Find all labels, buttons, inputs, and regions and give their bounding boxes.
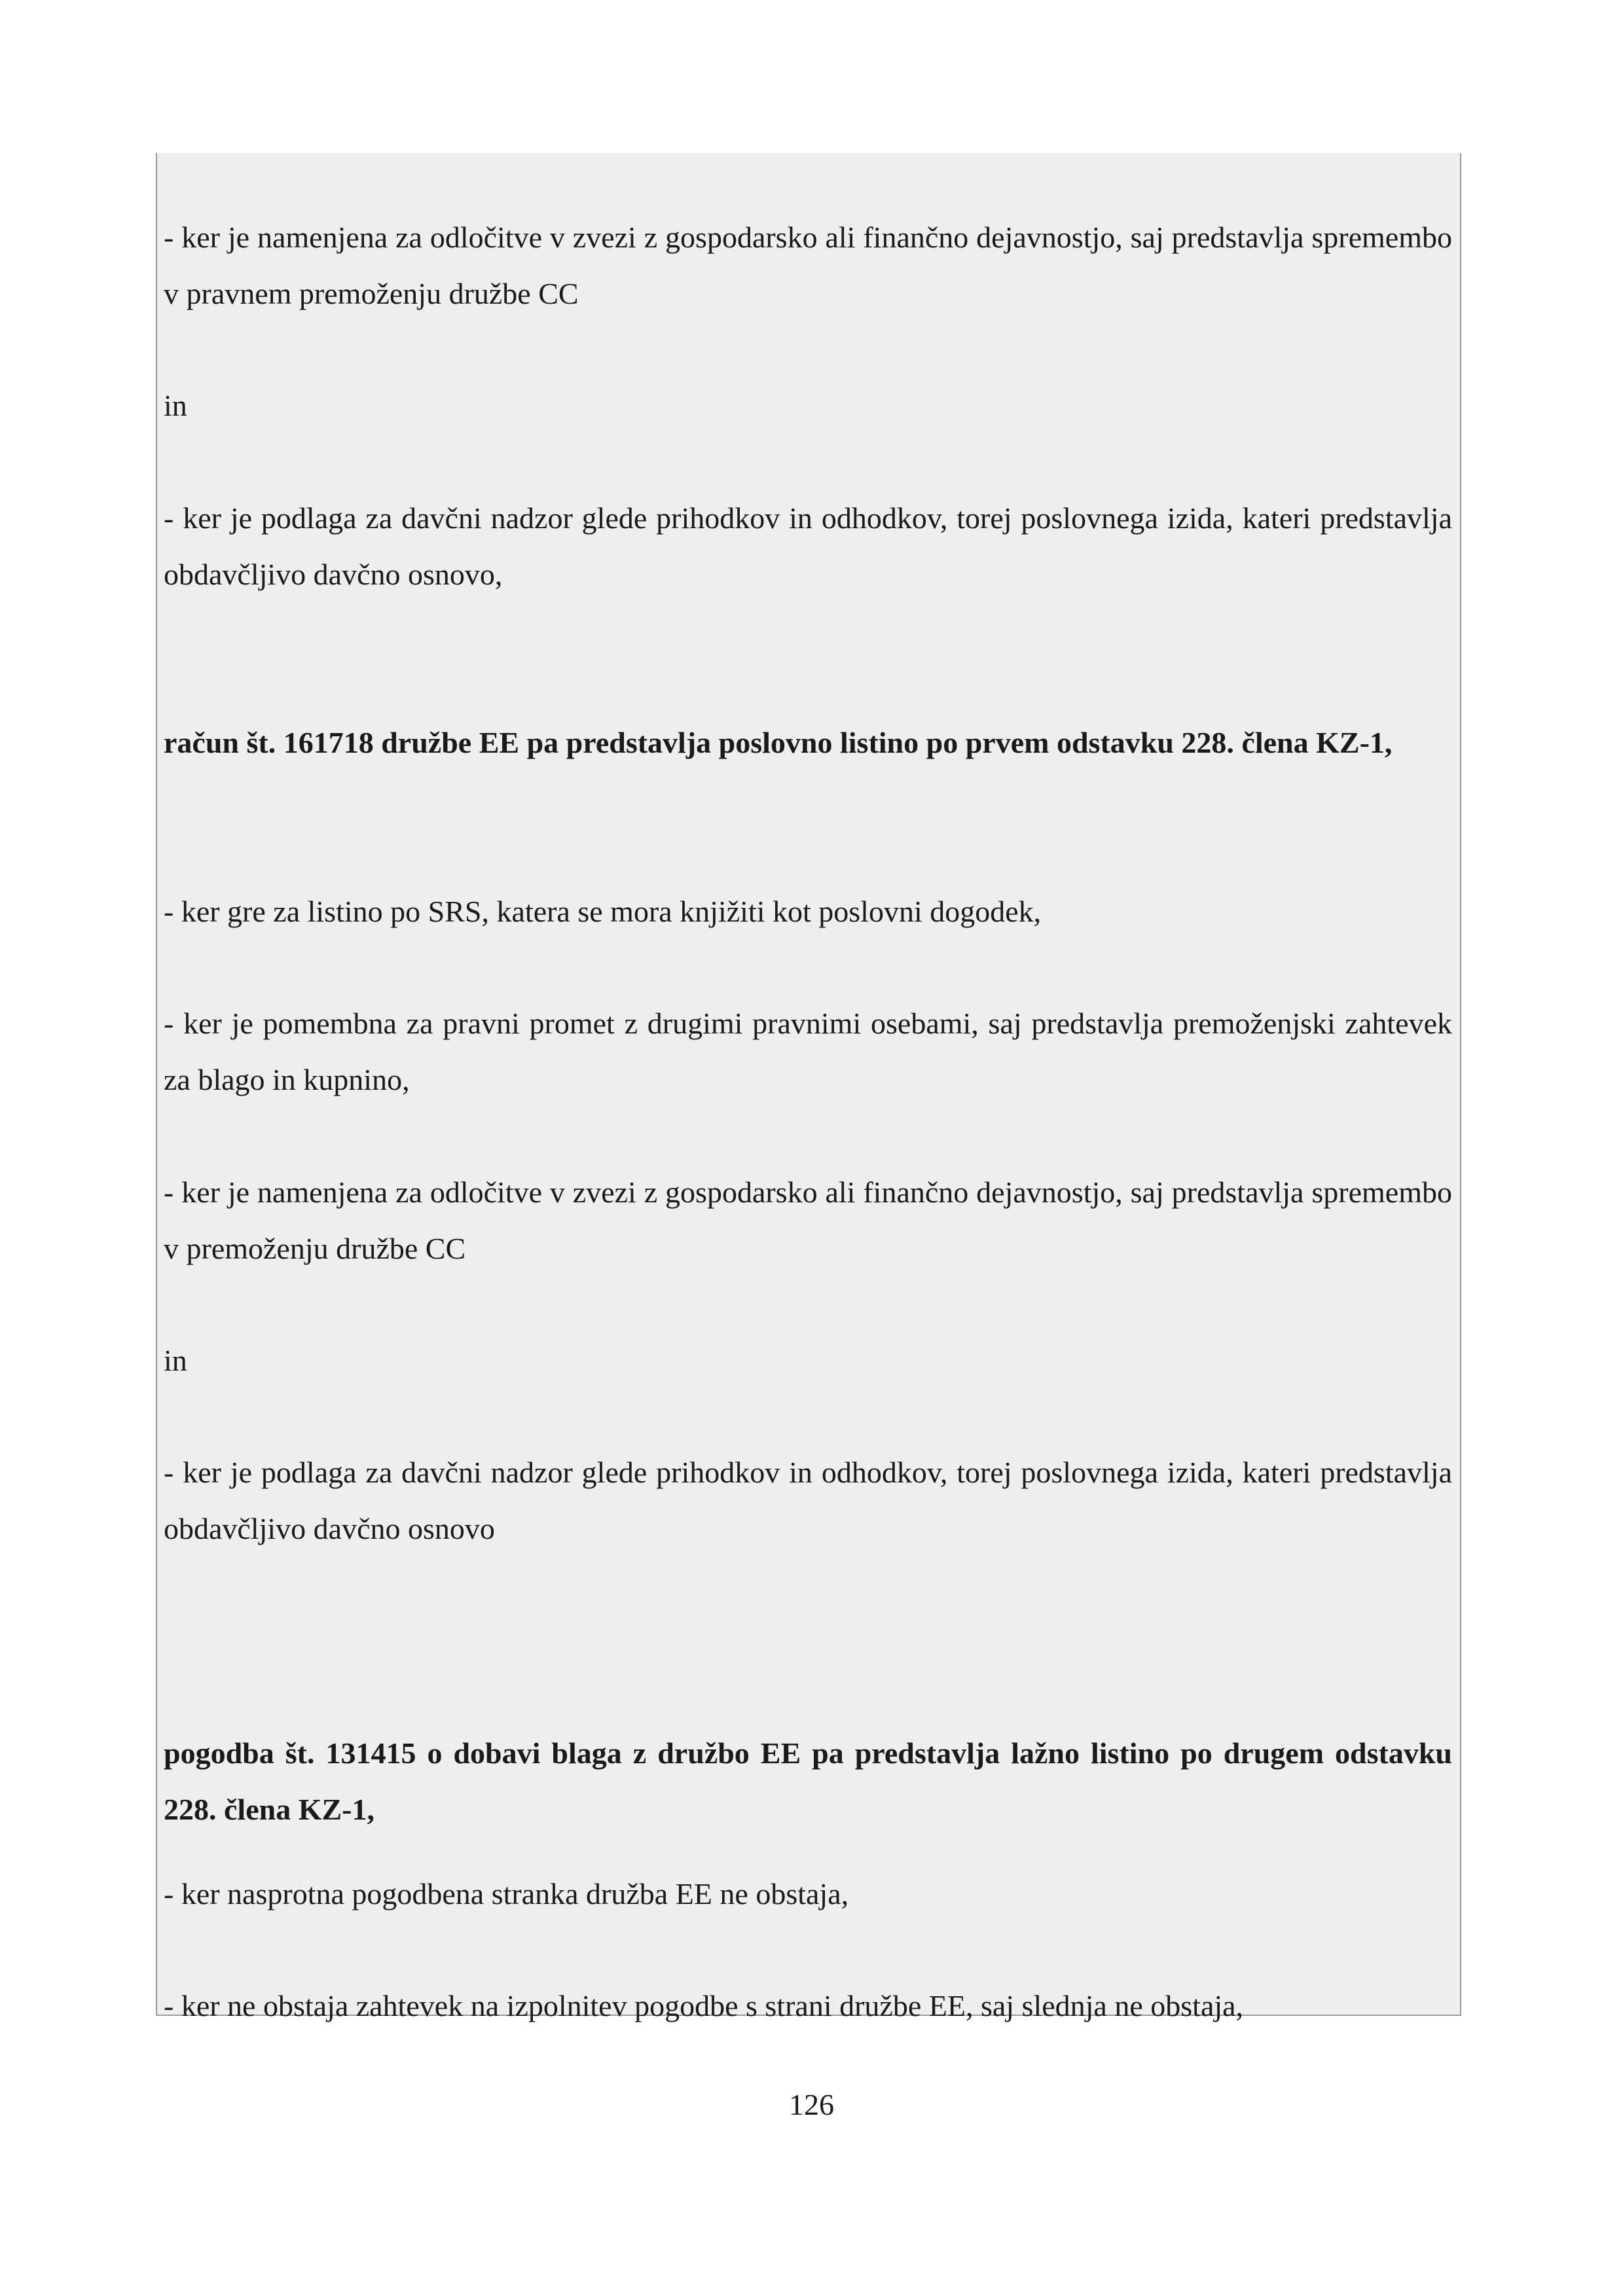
paragraph-7: - ker je namenjena za odločitve v zvezi z gospodarsko ali finančno dejavnostjo, saj predstavlja spremembo v premoženju družbe CC (164, 1175, 1452, 1265)
page-number: 126 (789, 2088, 834, 2121)
paragraph-8: in (164, 1344, 187, 1377)
paragraph-9: - ker je podlaga za davčni nadzor glede prihodkov in odhodkov, torej poslovnega izida, kateri predstavlja obdavčljivo davčno osnovo (164, 1456, 1452, 1545)
paragraph-10-heading: pogodba št. 131415 o dobavi blaga z družbo EE pa predstavlja lažno listino po drugem odstavku 228. člena KZ-1, (164, 1736, 1452, 1826)
paragraph-12: - ker ne obstaja zahtevek na izpolnitev pogodbe s strani družbe EE, saj slednja ne obstaja, (164, 1989, 1244, 2022)
paragraph-2: in (164, 389, 187, 422)
paragraph-11: - ker nasprotna pogodbena stranka družba EE ne obstaja, (164, 1877, 849, 1910)
paragraph-6: - ker je pomembna za pravni promet z drugimi pravnimi osebami, saj predstavlja premoženjski zahtevek za blago in kupnino, (164, 1007, 1452, 1096)
paragraph-3: - ker je podlaga za davčni nadzor glede prihodkov in odhodkov, torej poslovnega izida, kateri predstavlja obdavčljivo davčno osnovo, (164, 501, 1452, 591)
paragraph-5: - ker gre za listino po SRS, katera se mora knjižiti kot poslovni dogodek, (164, 895, 1042, 928)
paragraph-1: - ker je namenjena za odločitve v zvezi z gospodarsko ali finančno dejavnostjo, saj predstavlja spremembo v pravnem premoženju družbe CC (164, 221, 1452, 310)
paragraph-4-heading: račun št. 161718 družbe EE pa predstavlja poslovno listino po prvem odstavku 228. člena KZ-1, (164, 726, 1393, 759)
